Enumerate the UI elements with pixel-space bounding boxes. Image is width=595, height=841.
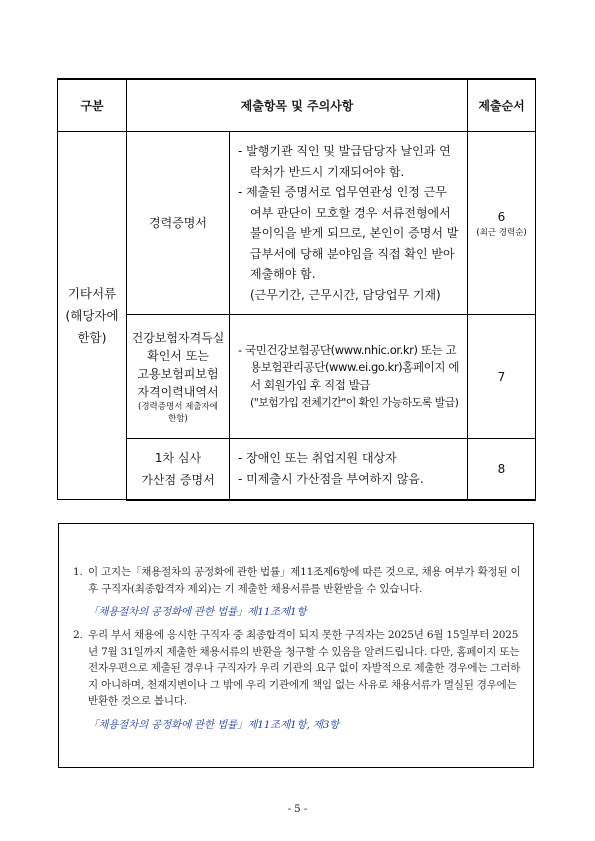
page-number: - 5 - (287, 804, 308, 815)
order-number: 7 (497, 369, 506, 384)
desc-cell (230, 315, 468, 439)
notice-number: 1. (73, 566, 83, 578)
item-name: 1차 심사 (154, 450, 202, 465)
item-name: 자격이력내역서 (137, 384, 219, 399)
item-note: (경력증명서 제출자에 (138, 401, 218, 412)
desc-cell (230, 439, 468, 500)
item-name: 확인서 또는 (147, 348, 209, 363)
order-note: (최근 경력순) (476, 228, 527, 238)
category-cell (58, 132, 127, 500)
desc-cell (230, 132, 468, 315)
item-cell (127, 132, 230, 315)
item-cell (127, 439, 230, 500)
item-name: 가산점 증명서 (141, 472, 215, 487)
item-name: 경력증명서 (149, 216, 207, 230)
order-cell (468, 315, 536, 439)
category-line: (해당자에 (65, 307, 119, 323)
desc-line: - 발행기관 직인 및 발급담당자 날인과 연락처가 반드시 기재되어야 함. (238, 144, 451, 179)
desc-line: - 장애인 또는 취업지원 대상자 (238, 451, 397, 466)
notice-box (58, 523, 534, 768)
notice-number: 2. (73, 629, 83, 641)
header-order: 제출순서 (468, 79, 536, 132)
desc-line: - 제출된 증명서로 업무연관성 인정 근무 여부 판단이 모호할 경우 서류전형에서 불이익을 받게 되므로, 본인이 증명서 발급부서에 당해 분야임을 직접 확인 받아 제출해야 함. (238, 185, 459, 281)
desc-line: - 국민건강보험공단(www.nhic.or.kr) 또는 고용보험관리공단(www.ei.go.kr)홈페이지 에서 회원가입 후 직접 발급 (238, 342, 460, 392)
order-number: 8 (497, 461, 506, 476)
notice-reference: 「채용절차의 공정화에 관한 법률」제11조제1항 (88, 606, 307, 618)
category-line: 기타서류 (67, 285, 117, 301)
order-cell (468, 439, 536, 500)
order-cell (468, 132, 536, 315)
desc-line: - 미제출시 가산점을 부여하지 않음. (238, 471, 424, 486)
document-table (57, 78, 536, 501)
item-note: 한함) (168, 413, 188, 424)
notice-text: 우리 부서 채용에 응시한 구직자 중 최종합격이 되지 못한 구직자는 2025년 6월 15일부터 2025년 7월 31일까지 제출한 채용서류의 반환을 청구할 수 있음을 알려드립니다. 다만, 홈페이지 또는 전자우편으로 제출된 경우나 구직자가 우리 기관의 요구 없이 자발적으로 제출한 경우에는 그러하지 아니하며, 천재지변이나 그 밖에 우리 기관에게 책임 없는 사유로 채용서류가 멸실된 경우에는 반환한 것으로 봅니다. (88, 629, 521, 707)
item-name: 고용보험피보험 (137, 366, 219, 381)
order-number: 6 (497, 210, 506, 224)
desc-line: ("보험가입 전체기간"이 확인 가능하도록 발급) (250, 396, 459, 409)
header-category: 구분 (58, 79, 127, 132)
header-items: 제출항목 및 주의사항 (127, 79, 468, 132)
desc-line: (근무기간, 근무시간, 담당업무 기재) (250, 287, 441, 302)
notice-reference: 「채용절차의 공정화에 관한 법률」제11조제1항, 제3항 (88, 718, 340, 731)
category-line: 한함) (77, 329, 107, 345)
notice-text: 이 고지는「채용절차의 공정화에 관한 법률」제11조제6항에 따른 것으로, 채용 여부가 확정된 이후 구직자(최종합격자 제외)는 기 제출한 채용서류를 반환받을 수 있습니다. (88, 566, 521, 595)
item-cell (127, 315, 230, 439)
item-name: 건강보험자격득실 (131, 330, 225, 345)
notice-paragraph (73, 564, 523, 621)
notice-paragraph (73, 627, 523, 733)
